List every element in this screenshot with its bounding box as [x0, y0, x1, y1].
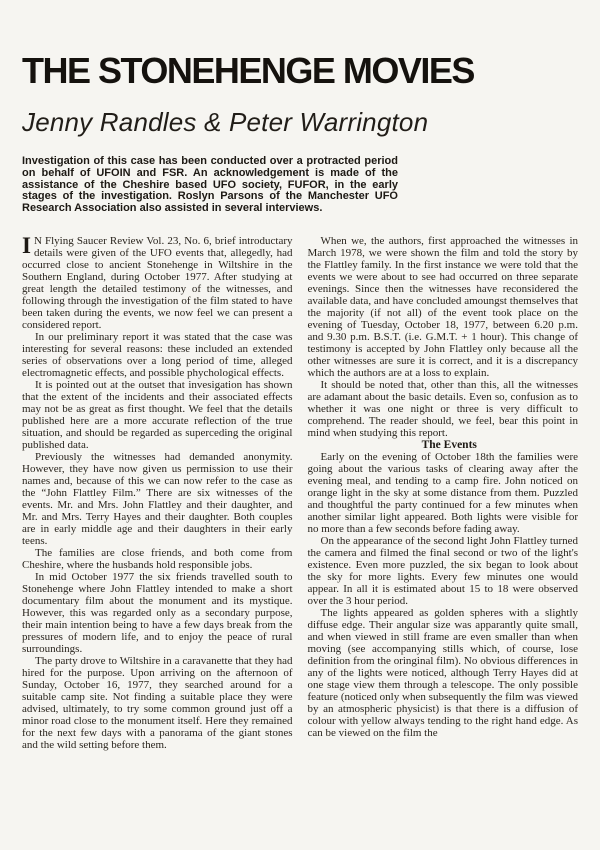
article-authors: Jenny Randles & Peter Warrington: [22, 107, 429, 137]
body-paragraph: On the appearance of the second light John Flattley turned the camera and filmed the final second or two of the light's existence. Even more puzzled, the six began to look about the sky for more lights. Every few minutes one would appear. In all it is estimated about 15 to 18 were observed over the 3 hour period.: [307, 534, 578, 607]
article-abstract: Investigation of this case has been conducted over a protracted period on behalf of UFOIN and FSR. An acknowledgement is made of the assistance of the Cheshire based UFO society, FUFOR, in the early stages of the investigation. Roslyn Parsons of the Manchester UFO Research Association also assisted in several interviews.: [22, 155, 398, 215]
drop-cap: I: [22, 232, 31, 258]
page-title: THE STONEHENGE MOVIES: [22, 50, 474, 91]
opening-paragraph-text: N Flying Saucer Review Vol. 23, No. 6, brief introductary details were given of the UFO events that, allegedly, had occurred close to ancient Stonehenge in Wiltshire in the Southern England, during October 1977. After studying at great length the detailed testimony of the witnesses, and following through the investigation of the film stated to have been taken during the events, we now feel we can present a considered report.: [22, 234, 293, 331]
body-paragraph: In our preliminary report it was stated that the case was interesting for several reasons: these included an extended series of observations over a long period of time, alleged electromagnetic effects, and possible phychological effects.: [22, 330, 293, 379]
section-heading-the-events: The Events: [421, 438, 477, 451]
body-paragraph: Previously the witnesses had demanded anonymity. However, they have now given us permission to use their names and, because of this we can now refer to the case as the “John Flattley Film.” There are six witnesses of the events. Mr. and Mrs. John Flattley and their daughter, and Mr. and Mrs. Terry Hayes and their daughter. Both couples are in early middle age and their daughters in their early teens.: [22, 450, 293, 547]
body-paragraph: In mid October 1977 the six friends travelled south to Stonehenge where John Flattley intended to make a short documentary film about the monument and its mystique. However, this was regarded only as a secondary purpose, their main intention being to have a few days break from the pressures of modern life, and to enjoy the peace of rural surroundings.: [22, 570, 293, 655]
body-paragraph: The families are close friends, and both come from Cheshire, where the husbands hold responsible jobs.: [22, 546, 293, 571]
body-paragraph: It is pointed out at the outset that invesigation has shown that the extent of the incidents and their associated effects may not be as great as first thought. We feel that the details published here are a more accurate reflection of the true situation, and should be regarded as superceding the original published data.: [22, 378, 293, 451]
opening-paragraph: [22, 232, 293, 331]
body-paragraph: It should be noted that, other than this, all the witnesses are adamant about the basic details. Even so, confusion as to whether it was one night or three is very difficult to comprehend. The reader should, we feel, bear this point in mind when studying this report.: [307, 378, 578, 439]
body-paragraph: Early on the evening of October 18th the families were going about the various tasks of clearing away after the evening meal, and tending to a camp fire. John noticed on orange light in the sky at some distance from them. Puzzled and thoughtful the party continued for a few minutes when another similar light appeared. Both lights were visible for no more than a few seconds before fading away.: [307, 450, 578, 535]
body-paragraph: When we, the authors, first approached the witnesses in March 1978, we were shown the film and told the story by the Flattley family. In the first instance we were told that the events we were about to see had occurred on three separate evenings. Since then the witnesses have reconsidered the available data, and have concluded amoungst themselves that the majority (if not all) of the event took place on the evening of Tuesday, October 18, 1977, between 6.20 p.m. and 9.30 p.m. B.S.T. (i.e. G.M.T. + 1 hour). This change of testimony is accepted by John Flattley only because all the other witnesses are sure it is correct, and it is a discrepancy which the authors are at a loss to explain.: [307, 234, 578, 379]
right-column: [308, 235, 579, 751]
body-paragraph: The lights appeared as golden spheres with a slightly diffuse edge. Their angular size was apparantly quite small, and when viewed in still frame are even smaller than when moving (see accompanying stills which, of course, lose definition from the oringinal film). No obvious differences in any of the lights were noticed, although Terry Hayes did at one stage view them through a telescope. The only possible feature (noticed only when subsequently the film was viewed by an atmospheric physicist) is that there is a diffusion of colour with yellow always tending to the right hand edge. As can be viewed on the film the: [307, 606, 578, 739]
article-body: [22, 232, 578, 751]
left-column: [22, 232, 293, 751]
body-paragraph: The party drove to Wiltshire in a caravanette that they had hired for the purpose. Upon arriving on the afternoon of Sunday, October 16, 1977, they searched around for a suitable camp site. Not finding a suitable place they were advised, ultimately, to try some common ground just off a minor road close to the monument itself. Here they remained for the next few days with a panorama of the giant stones and the wild setting before them.: [22, 654, 293, 751]
